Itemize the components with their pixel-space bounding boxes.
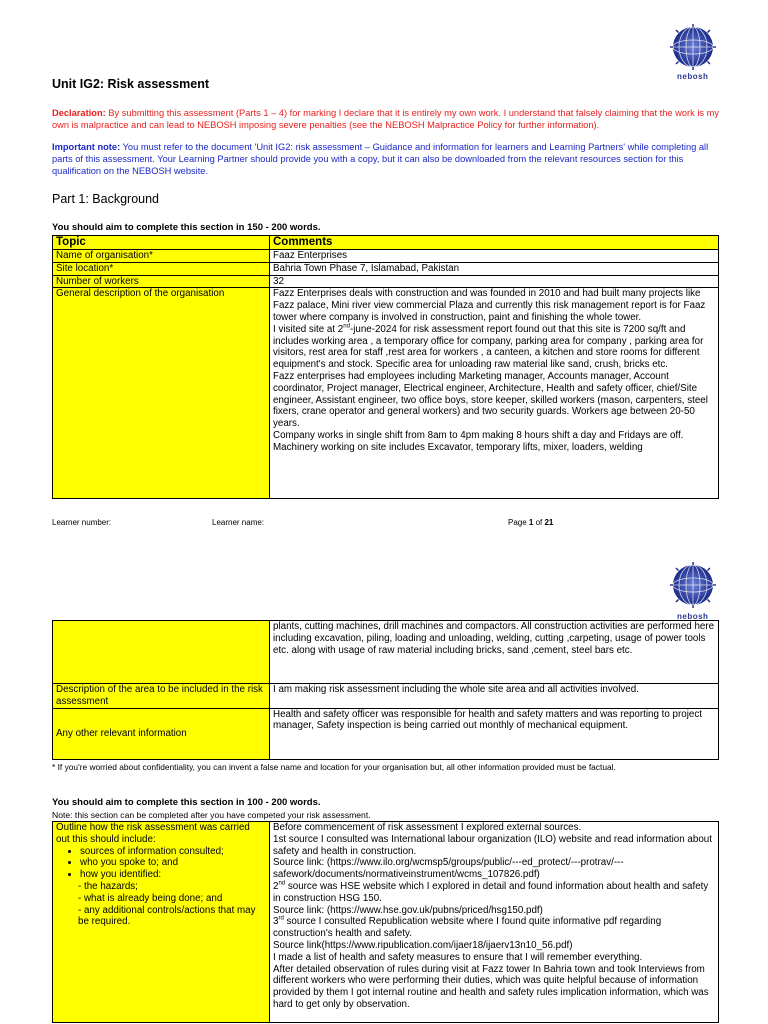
topic-cell: Description of the area to be included in the risk assessment xyxy=(53,684,270,709)
completion-note: Note: this section can be completed after you have competed your risk assessment. xyxy=(52,810,371,820)
nebosh-logo xyxy=(670,562,716,608)
source-link: Source link: (https://www.ilo.org/wcmsp5/groups/public/---ed_protect/---protrav/---safework/documents/normativeinstrument/wcms_107826.pdf) xyxy=(273,857,624,881)
comment-cell: I am making risk assessment including the whole site area and all activities involved. xyxy=(270,684,719,709)
comment-cell: Faaz Enterprises xyxy=(270,250,719,263)
comment-cell: 32 xyxy=(270,275,719,288)
nebosh-logo xyxy=(670,24,716,70)
list-sub-item: - any additional controls/actions that may be required. xyxy=(78,904,256,928)
text-run: I visited site at 2 xyxy=(273,323,344,335)
text-run: -june-2024 for risk assessment report found out that this site is 7200 sq/ft and includes working area , a temporary office for company, parking area for company , parking area for visitors, rest area for staff ,rest area for workers , a canteen, a kitchen and store rooms for different equipment's and stock. Specific area for unloading raw material like sand, crush, bricks etc. xyxy=(273,323,704,371)
table-row xyxy=(53,822,719,1023)
page-title: Unit IG2: Risk assessment xyxy=(52,77,210,91)
important-note xyxy=(52,141,722,177)
outline-cell xyxy=(53,822,270,1023)
paragraph: Fazz enterprises had employees including Marketing manager, Accounts manager, Account coordinator, Project manager, Electrical engineer, Architecture, Health and safety officer, chief/Site engineer, Assistant engineer, two office boys, store keeper, skilled workers (mason, carpenters, steel fixers, crane operator and general workers) and two security guards. Workers age between 20-50 years. xyxy=(273,370,708,430)
text-run: 3 xyxy=(273,916,279,928)
table-row xyxy=(53,288,719,499)
paragraph xyxy=(273,916,715,940)
confidentiality-footnote: * If you're worried about confidentiality, you can invent a false name and location for your organisation but, all other information provided must be factual. xyxy=(52,762,616,772)
topic-cell: Name of organisation* xyxy=(53,250,270,263)
topic-cell: Any other relevant information xyxy=(53,708,270,759)
page-number xyxy=(508,518,553,527)
globe-logo-icon xyxy=(670,562,716,608)
topic-cell: Number of workers xyxy=(53,275,270,288)
paragraph: Fazz Enterprises deals with construction and was founded in 2010 and had built many projects like Fazz palace, Mini river view commercial Plaza and currently this risk management report is for Faaz tower where company is involved in construction, paint and finishing the whole tower. xyxy=(273,288,706,323)
learner-number-label: Learner number: xyxy=(52,518,112,527)
superscript: nd xyxy=(343,323,350,330)
page-of: of xyxy=(533,518,545,527)
important-note-text: You must refer to the document 'Unit IG2: risk assessment – Guidance and information for learners and Learning Partners' while completing all parts of this assessment. Your Learning Partner should provide you with a copy, but it can also be downloaded from the relevant resources section for this qualification on the NEBOSH website. xyxy=(52,142,709,176)
comment-cell: Bahria Town Phase 7, Islamabad, Pakistan xyxy=(270,262,719,275)
topic-cell-empty xyxy=(53,621,270,684)
outline-list xyxy=(56,846,266,881)
paragraph: 1st source I consulted was International labour organization (ILO) website and read information about safety and health in construction. xyxy=(273,833,712,857)
header-topic: Topic xyxy=(53,236,270,250)
topic-cell: General description of the organisation xyxy=(53,288,270,499)
background-table xyxy=(52,235,719,499)
total-pages: 21 xyxy=(544,518,554,527)
table-row xyxy=(53,275,719,288)
outline-intro: Outline how the risk assessment was carried out this should include: xyxy=(56,822,250,845)
general-description-cell xyxy=(270,288,719,499)
paragraph: After detailed observation of rules during visit at Fazz tower In Bahria town and took Interviews from different workers who were performing their duties, which was quite helpful because of information provided by them I got internal routine and health and safety rules implication information, which was hard to get only by observation. xyxy=(273,963,709,1010)
list-sub-item: - the hazards; xyxy=(78,880,138,892)
declaration-text: By submitting this assessment (Parts 1 – 4) for marking I declare that it is entirely my own work. I understand that falsely claiming that the work is my own is malpractice and can lead to NEBOSH imposing severe penalties (see the NEBOSH Malpractice Policy for further information). xyxy=(52,108,720,130)
text-run: 2 xyxy=(273,880,279,892)
list-sub-item: - what is already being done; and xyxy=(78,892,223,904)
table-row xyxy=(53,262,719,275)
method-cell xyxy=(270,822,719,1023)
table-row xyxy=(53,250,719,263)
paragraph: I made a list of health and safety measures to ensure that I will remember everything. xyxy=(273,951,643,963)
current-page: 1 xyxy=(528,518,534,527)
page-prefix: Page xyxy=(508,518,529,527)
list-item: • who you spoke to; and xyxy=(80,857,266,869)
paragraph: Machinery working on site includes Excavator, temporary lifts, mixer, loaders, welding xyxy=(273,441,643,453)
declaration-label: Declaration: xyxy=(52,108,106,118)
text-run: source was HSE website which I explored in detail and found information about health and safety in construction HSG 150. xyxy=(273,880,709,904)
word-count-instruction: You should aim to complete this section in 150 - 200 words. xyxy=(52,222,321,233)
method-table xyxy=(52,821,719,1023)
list-item: • sources of information consulted; xyxy=(80,846,266,858)
comment-cell: Health and safety officer was responsible for health and safety matters and was reporting to project manager, Safety inspection is being carried out monthly of mechanical equipment. xyxy=(270,708,719,759)
superscript: rd xyxy=(278,916,284,923)
learner-name-label: Learner name: xyxy=(212,518,265,527)
comment-cell: plants, cutting machines, drill machines and compactors. All construction activities are performed here including excavation, piling, loading and unloading, welding, cutting ,carpeting, usage of power tools etc. along with usage of raw material including bricks, sand ,cement, steel bars etc. xyxy=(270,621,719,684)
table-header-row xyxy=(53,236,719,250)
table-row xyxy=(53,621,719,684)
declaration xyxy=(52,107,722,131)
list-item: • how you identified: xyxy=(80,869,266,881)
globe-logo-icon xyxy=(670,24,716,70)
table-row xyxy=(53,684,719,709)
nebosh-logo-text: nebosh xyxy=(677,612,709,621)
header-comments: Comments xyxy=(270,236,719,250)
paragraph: Before commencement of risk assessment I explored external sources. xyxy=(273,822,582,833)
superscript: nd xyxy=(278,880,286,887)
text-run: source I consulted Republication website where I found quite informative pdf regarding construction's health and safety. xyxy=(273,916,662,940)
table-row xyxy=(53,708,719,759)
paragraph: Company works in single shift from 8am to 4pm making 8 hours shift a day and Fridays are off. xyxy=(273,429,684,441)
background-table-continued xyxy=(52,620,719,760)
paragraph xyxy=(273,881,715,905)
source-link: Source link(https://www.ripublication.com/ijaer18/ijaerv13n10_56.pdf) xyxy=(273,939,573,951)
nebosh-logo-text: nebosh xyxy=(677,72,709,81)
source-link: Source link: (https://www.hse.gov.uk/pubns/priced/hsg150.pdf) xyxy=(273,904,543,916)
topic-cell: Site location* xyxy=(53,262,270,275)
paragraph xyxy=(273,324,715,371)
part-heading: Part 1: Background xyxy=(52,192,160,206)
important-note-label: Important note: xyxy=(52,142,121,152)
word-count-instruction: You should aim to complete this section in 100 - 200 words. xyxy=(52,797,321,808)
